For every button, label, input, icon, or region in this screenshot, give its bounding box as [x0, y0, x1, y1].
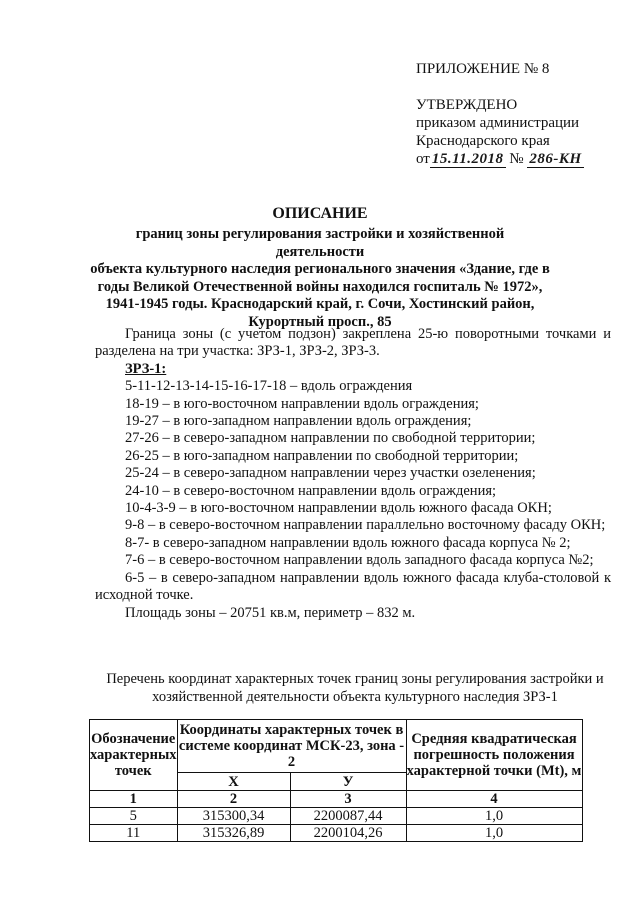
column-index: 4: [406, 791, 582, 808]
y-coordinate: 2200087,44: [290, 808, 406, 825]
column-index: 3: [290, 791, 406, 808]
x-coordinate: 315326,89: [177, 825, 290, 842]
boundary-item: 10-4-3-9 – в юго-восточном направлении вдоль южного фасада ОКН;: [125, 500, 552, 517]
boundary-item: 26-25 – в юго-западном направлении по свободной территории;: [125, 447, 519, 464]
coordinates-table-title: [90, 670, 620, 706]
boundary-description: [95, 326, 611, 622]
number-label: №: [509, 151, 524, 167]
approved-by-region: Краснодарского края: [416, 133, 550, 149]
document-heading: ОПИСАНИЕ: [272, 205, 368, 222]
mean-error: 1,0: [406, 825, 582, 842]
column-index: 2: [177, 791, 290, 808]
document-subtitle: [90, 226, 550, 331]
intro-paragraph: Граница зоны (с учетом подзон) закреплена 25-ю поворотными точками и разделена на три участка: ЗРЗ-1, ЗРЗ-2, ЗРЗ-3.: [95, 326, 611, 360]
boundary-item: 25-24 – в северо-западном направлении через участки озеленения;: [125, 465, 536, 482]
order-date-line: [416, 150, 584, 168]
boundary-item: 6-5 – в северо-западном направлении вдоль южного фасада клуба-столовой к исходной точке.: [95, 569, 611, 604]
approved-label: УТВЕРЖДЕНО: [416, 97, 518, 113]
table-title-line: хозяйственной деятельности объекта культурного наследия ЗРЗ-1: [152, 689, 558, 705]
y-coordinate: 2200104,26: [290, 825, 406, 842]
header-coordinates: Координаты характерных точек в системе координат МСК-23, зона - 2: [177, 720, 406, 773]
table-row: [90, 825, 583, 842]
subtitle-line: 1941-1945 годы. Краснодарский край, г. Сочи, Хостинский район,: [105, 296, 535, 312]
from-label: от: [416, 151, 430, 167]
point-id: 11: [90, 825, 178, 842]
section-subheading: ЗРЗ-1:: [125, 360, 167, 377]
table-row: [90, 808, 583, 825]
subtitle-line: границ зоны регулирования застройки и хозяйственной деятельности: [135, 226, 505, 260]
mean-error: 1,0: [406, 808, 582, 825]
boundary-item: 8-7- в северо-западном направлении вдоль южного фасада корпуса № 2;: [125, 534, 571, 551]
handwritten-number: 286-КН: [529, 151, 582, 167]
handwritten-date: 15.11.2018: [431, 151, 504, 167]
header-mean-error: Средняя квадратическая погрешность положения характерной точки (Mt), м: [406, 720, 582, 791]
area-perimeter: Площадь зоны – 20751 кв.м, периметр – 832 м.: [125, 604, 416, 621]
subtitle-line: годы Великой Отечественной войны находился госпиталь № 1972»,: [97, 278, 543, 295]
approved-by-line: приказом администрации: [416, 115, 580, 131]
boundary-item: 18-19 – в юго-восточном направлении вдоль ограждения;: [125, 395, 479, 412]
boundary-item: 27-26 – в северо-западном направлении по свободной территории;: [125, 430, 536, 447]
column-index: 1: [90, 791, 178, 808]
boundary-item: 7-6 – в северо-восточном направлении вдоль западного фасада корпуса №2;: [125, 552, 594, 569]
boundary-item: 24-10 – в северо-восточном направлении вдоль ограждения;: [125, 482, 497, 499]
header-y: У: [290, 773, 406, 791]
subtitle-line: объекта культурного наследия регионального значения «Здание, где в: [90, 261, 550, 277]
table-title-line: Перечень координат характерных точек границ зоны регулирования застройки и: [106, 671, 604, 687]
point-id: 5: [90, 808, 178, 825]
coordinates-table: [89, 719, 583, 842]
boundary-item: 5-11-12-13-14-15-16-17-18 – вдоль ограждения: [125, 378, 413, 395]
boundary-item: 9-8 – в северо-восточном направлении параллельно восточному фасаду ОКН;: [125, 517, 606, 534]
header-point-designation: Обозначение характерных точек: [90, 720, 178, 791]
subtitle-line: Курортный просп., 85: [248, 313, 392, 330]
x-coordinate: 315300,34: [177, 808, 290, 825]
boundary-item: 19-27 – в юго-западном направлении вдоль ограждения;: [125, 413, 472, 430]
header-x: Х: [177, 773, 290, 791]
appendix-label: ПРИЛОЖЕНИЕ № 8: [416, 61, 550, 77]
